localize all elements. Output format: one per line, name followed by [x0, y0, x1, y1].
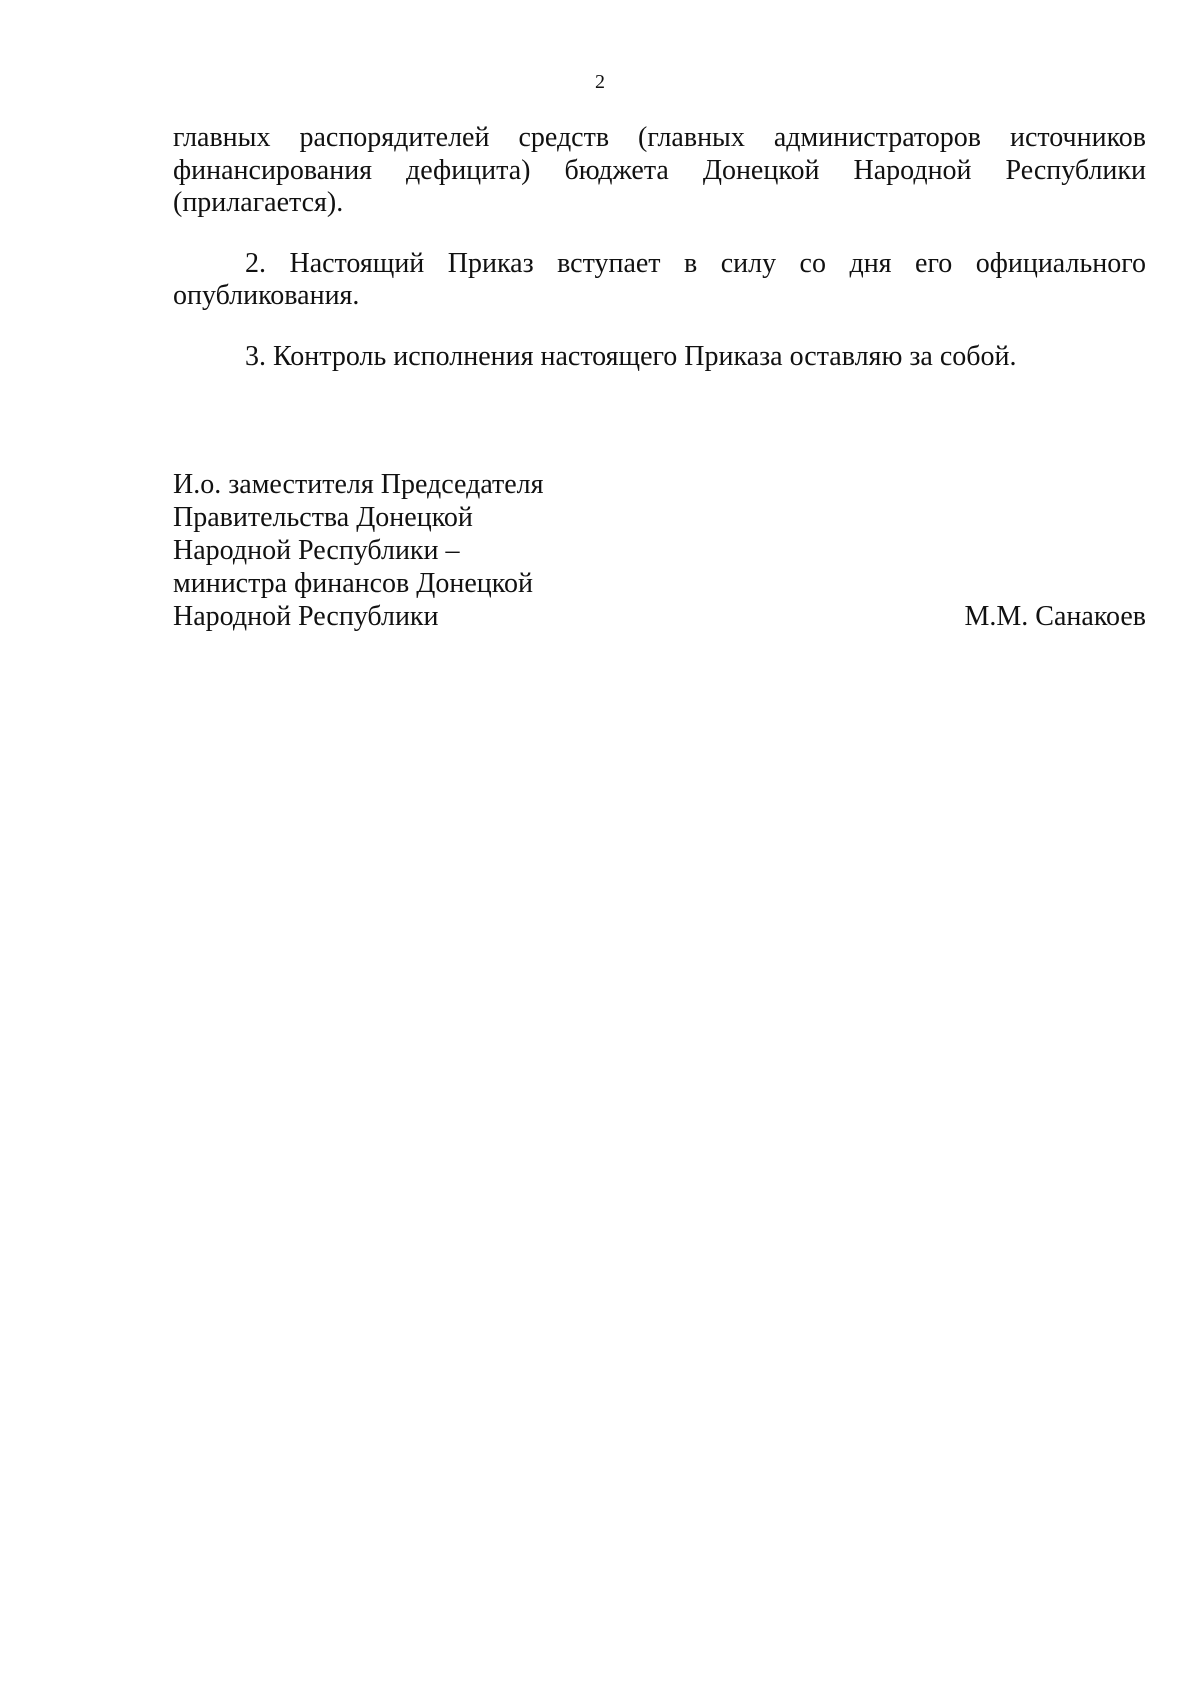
paragraph-gap: [173, 220, 1146, 248]
signature-final-row: [173, 600, 1146, 633]
paragraph-item-3: 3. Контроль исполнения настоящего Приказа оставляю за собой.: [245, 340, 1017, 372]
document-body: [173, 122, 1146, 373]
paragraph-continuation: главных распорядителей средств (главных администраторов источников финансирования дефицита) бюджета Донецкой Народной Республики (прилагается).: [173, 122, 1146, 218]
paragraph-item-2: 2. Настоящий Приказ вступает в силу со дня его официального опубликования.: [173, 247, 1146, 311]
signatory-name: М.М. Санакоев: [964, 601, 1146, 632]
signatory-title-line-2: Правительства Донецкой: [173, 502, 473, 533]
page-number: 2: [595, 71, 605, 93]
signatory-title-line-4: министра финансов Донецкой: [173, 568, 533, 599]
signatory-title-line-5: Народной Республики: [173, 601, 439, 632]
paragraph-gap: [173, 313, 1146, 341]
signatory-title-line-1: И.о. заместителя Председателя: [173, 469, 544, 500]
signature-block: [173, 468, 1146, 633]
signatory-title-line-3: Народной Республики –: [173, 535, 460, 566]
